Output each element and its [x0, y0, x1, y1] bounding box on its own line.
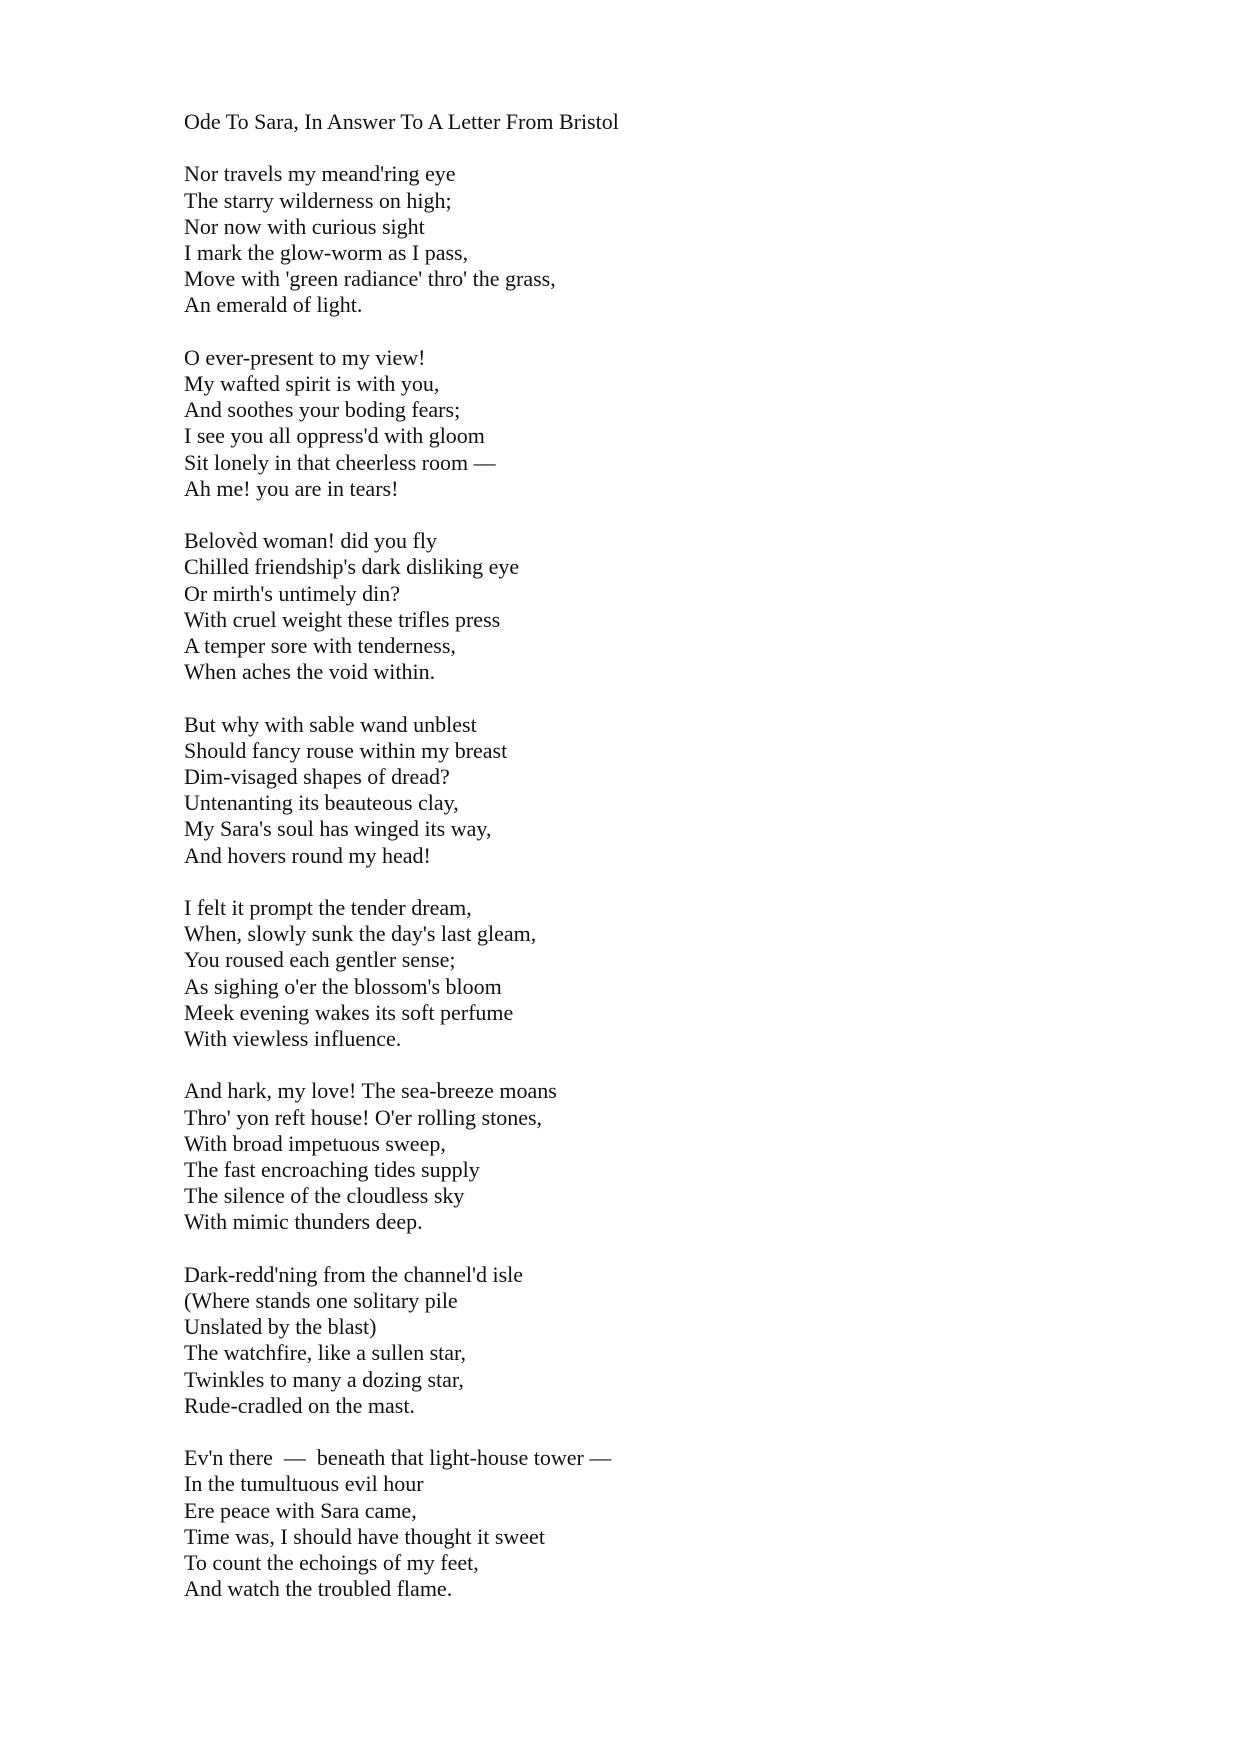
- poem-line: With broad impetuous sweep,: [184, 1130, 446, 1156]
- poem-line: Sit lonely in that cheerless room —: [184, 449, 496, 475]
- poem-line: My wafted spirit is with you,: [184, 371, 440, 396]
- poem-line: I see you all oppress'd with gloom: [184, 423, 485, 449]
- poem-line: The silence of the cloudless sky: [184, 1183, 465, 1209]
- poem-line: To count the echoings of my feet,: [184, 1550, 479, 1576]
- poem-line: When, slowly sunk the day's last gleam,: [184, 921, 537, 947]
- poem-line: And watch the troubled flame.: [184, 1576, 453, 1602]
- poem-line: Twinkles to many a dozing star,: [184, 1366, 464, 1392]
- poem-line: Dark-redd'ning from the channel'd isle: [184, 1261, 524, 1287]
- poem-line: With mimic thunders deep.: [184, 1209, 423, 1235]
- stanza-3: [184, 528, 1084, 685]
- poem-title: Ode To Sara, In Answer To A Letter From Bristol: [184, 109, 619, 134]
- stanza-8: [184, 1445, 1084, 1602]
- poem-line: Chilled friendship's dark disliking eye: [184, 554, 520, 580]
- poem-line: An emerald of light.: [184, 292, 363, 318]
- poem-line: You roused each gentler sense;: [184, 947, 456, 973]
- poem-line: When aches the void within.: [184, 659, 436, 685]
- poem-line: Rude-cradled on the mast.: [184, 1392, 415, 1418]
- stanza-1: [184, 161, 1084, 318]
- poem-line: I mark the glow-worm as I pass,: [184, 240, 469, 265]
- poem-line: Or mirth's untimely din?: [184, 580, 400, 606]
- poem: [184, 109, 1084, 1629]
- poem-line: Unslated by the blast): [184, 1314, 377, 1340]
- poem-line: Ah me! you are in tears!: [184, 475, 399, 501]
- poem-line: Belovèd woman! did you fly: [184, 528, 437, 554]
- poem-line: As sighing o'er the blossom's bloom: [184, 973, 502, 999]
- poem-line: But why with sable wand unblest: [184, 711, 477, 737]
- poem-line: In the tumultuous evil hour: [184, 1471, 424, 1497]
- poem-line: And soothes your boding fears;: [184, 397, 461, 423]
- poem-line: With cruel weight these trifles press: [184, 606, 501, 632]
- poem-line: Time was, I should have thought it sweet: [184, 1523, 545, 1549]
- poem-line: And hark, my love! The sea-breeze moans: [184, 1078, 557, 1104]
- poem-line: The watchfire, like a sullen star,: [184, 1340, 466, 1366]
- stanza-2: [184, 345, 1084, 502]
- poem-line: Thro' yon reft house! O'er rolling stones,: [184, 1104, 543, 1130]
- poem-line: With viewless influence.: [184, 1026, 402, 1052]
- poem-line: Ere peace with Sara came,: [184, 1497, 417, 1523]
- poem-line: The starry wilderness on high;: [184, 187, 452, 213]
- poem-line: Untenanting its beauteous clay,: [184, 790, 459, 816]
- poem-line: Dim-visaged shapes of dread?: [184, 764, 450, 790]
- poem-line: My Sara's soul has winged its way,: [184, 816, 492, 842]
- poem-line: A temper sore with tenderness,: [184, 633, 456, 659]
- poem-line: Ev'n there — beneath that light-house tower —: [184, 1445, 612, 1471]
- stanza-6: [184, 1078, 1084, 1235]
- poem-line: Nor now with curious sight: [184, 213, 425, 239]
- poem-line: (Where stands one solitary pile: [184, 1288, 458, 1314]
- poem-line: O ever-present to my view!: [184, 344, 426, 370]
- poem-line: Meek evening wakes its soft perfume: [184, 999, 514, 1025]
- stanza-4: [184, 712, 1084, 869]
- poem-line: Nor travels my meand'ring eye: [184, 161, 456, 187]
- poem-line: Move with 'green radiance' thro' the grass,: [184, 266, 556, 292]
- poem-line: And hovers round my head!: [184, 842, 431, 868]
- stanza-7: [184, 1262, 1084, 1419]
- poem-line: The fast encroaching tides supply: [184, 1157, 480, 1183]
- poem-line: Should fancy rouse within my breast: [184, 737, 508, 763]
- stanza-5: [184, 895, 1084, 1052]
- poem-line: I felt it prompt the tender dream,: [184, 895, 472, 921]
